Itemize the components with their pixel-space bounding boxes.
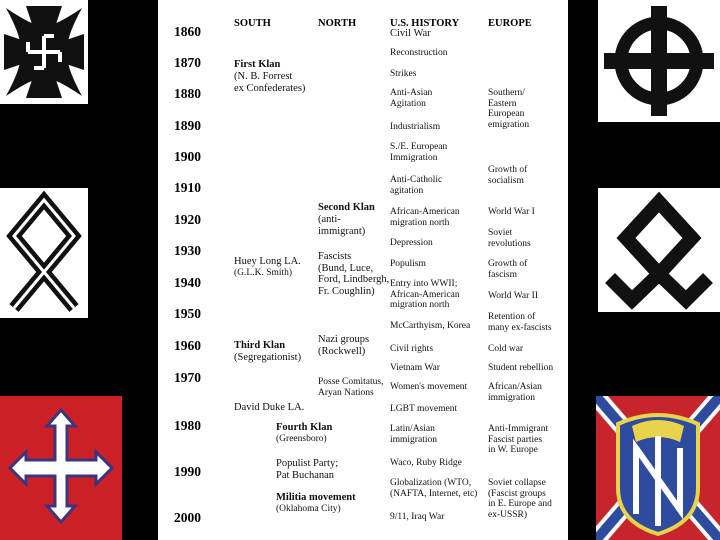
us-lgbt: LGBT movement xyxy=(390,404,458,414)
year-label: 1960 xyxy=(174,338,201,353)
europe-ww1: World War I xyxy=(488,207,535,217)
europe-soviet-collapse: Soviet collapse (Fascist groups in E. Europe and ex-USSR) xyxy=(488,478,552,520)
us-african-american-migration: African-American migration north xyxy=(390,207,460,228)
us-anti-asian: Anti-Asian Agitation xyxy=(390,88,433,109)
us-globalization: Globalization (WTO, (NAFTA, Internet, etc) xyxy=(390,478,478,499)
year-label: 1930 xyxy=(174,243,201,258)
us-strikes: Strikes xyxy=(390,69,417,79)
header-us-history: U.S. HISTORY xyxy=(390,18,460,29)
europe-soviet: Soviet revolutions xyxy=(488,228,531,249)
us-reconstruction: Reconstruction xyxy=(390,48,448,58)
south-david-duke: David Duke LA. xyxy=(234,402,305,413)
header-north: NORTH xyxy=(318,18,357,29)
south-populist-party: Populist Party; Pat Buchanan xyxy=(276,458,339,481)
us-latin-asian: Latin/Asian immigration xyxy=(390,424,437,445)
odal-rune-icon xyxy=(0,188,88,318)
celtic-cross-icon xyxy=(598,0,720,122)
confederate-flag-emblem-icon xyxy=(596,396,720,540)
year-label: 1940 xyxy=(174,275,201,290)
south-huey-long-detail: (G.L.K. Smith) xyxy=(234,268,293,278)
europe-fascism: Growth of fascism xyxy=(488,259,528,280)
europe-cold-war: Cold war xyxy=(488,344,524,354)
south-third-klan-detail: (Segregationist) xyxy=(234,352,302,363)
iron-cross-swastika-icon xyxy=(0,0,88,104)
us-civil-war: Civil War xyxy=(390,28,431,39)
odal-rune-bold-icon xyxy=(598,188,720,312)
header-europe: EUROPE xyxy=(488,18,532,29)
header-south: SOUTH xyxy=(234,18,271,29)
us-womens-movement: Women's movement xyxy=(390,382,468,392)
europe-ww2: World War II xyxy=(488,291,539,301)
north-second-klan: Second Klan xyxy=(318,202,375,213)
us-nine-eleven: 9/11, Iraq War xyxy=(390,512,445,522)
europe-anti-immigrant: Anti-Immigrant Fascist parties in W. Europe xyxy=(488,424,549,455)
year-label: 1970 xyxy=(174,370,201,385)
north-fascists: Fascists (Bund, Luce, Ford, Lindbergh, Fr. Coughlin) xyxy=(318,251,390,297)
us-anti-catholic: Anti-Catholic agitation xyxy=(390,175,443,196)
south-militia-detail: (Oklahoma City) xyxy=(276,504,341,514)
year-label: 1880 xyxy=(174,86,201,101)
north-nazi-groups: Nazi groups (Rockwell) xyxy=(318,334,370,357)
year-label: 1920 xyxy=(174,212,201,227)
us-mccarthyism: McCarthyism, Korea xyxy=(390,321,471,331)
us-waco: Waco, Ruby Ridge xyxy=(390,458,462,468)
north-second-klan-detail: (anti- immigrant) xyxy=(318,214,366,237)
timeline-document xyxy=(158,0,568,540)
arrow-cross-icon xyxy=(0,396,122,540)
year-label: 1870 xyxy=(174,55,201,70)
us-se-european: S./E. European Immigration xyxy=(390,142,448,163)
year-label: 1890 xyxy=(174,118,201,133)
us-populism: Populism xyxy=(390,259,426,269)
us-depression: Depression xyxy=(390,238,433,248)
year-label: 1950 xyxy=(174,306,201,321)
north-posse-comitatus: Posse Comitatus, Aryan Nations xyxy=(318,377,384,398)
us-civil-rights: Civil rights xyxy=(390,344,434,354)
us-entry-wwii: Entry into WWII; African-American migration north xyxy=(390,279,460,310)
year-label: 1990 xyxy=(174,464,201,479)
south-huey-long: Huey Long LA. xyxy=(234,256,301,267)
south-first-klan: First Klan xyxy=(234,59,281,70)
europe-southern-eastern: Southern/ Eastern European emigration xyxy=(488,88,530,130)
europe-socialism: Growth of socialism xyxy=(488,165,528,186)
south-first-klan-detail: (N. B. Forrest ex Confederates) xyxy=(234,71,306,94)
south-fourth-klan-detail: (Greensboro) xyxy=(276,434,327,444)
year-label: 1910 xyxy=(174,180,201,195)
us-industrialism: Industrialism xyxy=(390,122,441,132)
year-label: 1860 xyxy=(174,24,201,39)
year-label: 2000 xyxy=(174,510,201,525)
south-militia: Militia movement xyxy=(276,492,356,503)
europe-student: Student rebellion xyxy=(488,363,554,373)
year-label: 1980 xyxy=(174,418,201,433)
south-third-klan: Third Klan xyxy=(234,340,286,351)
us-vietnam: Vietnam War xyxy=(390,363,440,373)
year-label: 1900 xyxy=(174,149,201,164)
europe-retention: Retention of many ex-fascists xyxy=(488,312,552,333)
europe-african-asian: African/Asian immigration xyxy=(488,382,542,403)
south-fourth-klan: Fourth Klan xyxy=(276,422,333,433)
